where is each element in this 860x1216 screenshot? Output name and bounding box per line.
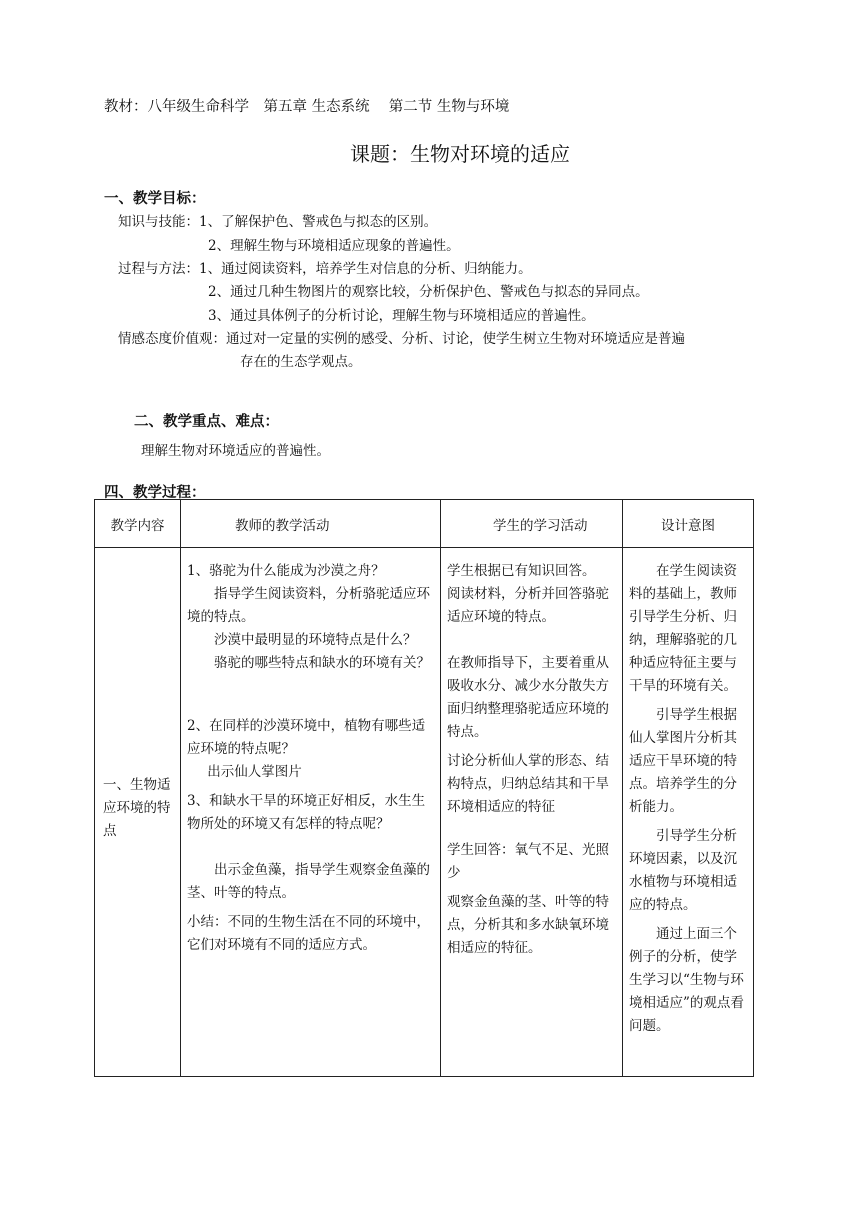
student-item: 阅读材料，分析并回答骆驼适应环境的特点。 xyxy=(447,586,609,625)
section-process-heading: 四、教学过程： xyxy=(104,484,206,501)
design-intent-cell xyxy=(623,548,754,1077)
objective-line: 过程与方法：1、通过阅读资料，培养学生对信息的分析、归纳能力。 xyxy=(118,261,532,277)
teacher-item: 小结：不同的生物生活在不同的环境中，它们对环境有不同的适应方式。 xyxy=(187,914,430,953)
teacher-item: 指导学生阅读资料，分析骆驼适应环境的特点。 xyxy=(187,586,430,625)
content-cell: 一、生物适应环境的特点 xyxy=(95,548,181,1077)
column-header: 教学内容 xyxy=(95,500,181,548)
student-item: 在教师指导下，主要着重从吸收水分、减少水分散失方面归纳整理骆驼适应环境的特点。 xyxy=(447,655,609,740)
objective-line: 存在的生态学观点。 xyxy=(240,354,362,370)
intent-item: 通过上面三个例子的分析，使学生学习以“生物与环境相适应”的观点看问题。 xyxy=(629,926,744,1034)
intent-item: 引导学生分析环境因素，以及沉水植物与环境相适应的特点。 xyxy=(629,828,737,913)
teacher-item: 2、在同样的沙漠环境中，植物有哪些适应环境的特点呢？ xyxy=(187,718,426,757)
table-header-row xyxy=(95,500,754,548)
teacher-item: 出示仙人掌图片 xyxy=(207,764,302,780)
student-item: 讨论分析仙人掌的形态、结构特点，归纳总结其和干旱环境相适应的特征 xyxy=(447,753,609,815)
column-header: 学生的学习活动 xyxy=(441,500,623,548)
column-header: 设计意图 xyxy=(623,500,754,548)
teacher-item: 3、和缺水干旱的环境正好相反，水生生物所处的环境又有怎样的特点呢？ xyxy=(187,793,426,832)
objective-line: 3、通过具体例子的分析讨论，理解生物与环境相适应的普遍性。 xyxy=(208,308,595,324)
intent-item: 在学生阅读资料的基础上，教师引导学生分析、归纳，理解骆驼的几种适应特征主要与干旱的环境有关。 xyxy=(629,563,737,694)
student-activity-cell xyxy=(441,548,623,1077)
teacher-item: 骆驼的哪些特点和缺水的环境有关？ xyxy=(214,655,430,671)
intent-item: 引导学生根据仙人掌图片分析其适应干旱环境的特点。培养学生的分析能力。 xyxy=(629,707,737,815)
section-objectives-heading: 一、教学目标： xyxy=(104,190,206,207)
keypoints-content: 理解生物对环境适应的普遍性。 xyxy=(141,443,330,459)
lesson-title: 课题：生物对环境的适应 xyxy=(350,142,570,166)
document-header: 教材：八年级生命科学 第五章 生态系统 第二节 生物与环境 xyxy=(104,99,510,115)
student-item: 学生回答：氧气不足、光照少 xyxy=(447,842,609,881)
table-row xyxy=(95,548,754,1077)
teacher-item: 出示金鱼藻，指导学生观察金鱼藻的茎、叶等的特点。 xyxy=(187,862,430,901)
teacher-activity-cell xyxy=(181,548,441,1077)
section-keypoints-heading: 二、教学重点、难点： xyxy=(134,413,279,430)
objective-line: 情感态度价值观：通过对一定量的实例的感受、分析、讨论，使学生树立生物对环境适应是普遍 xyxy=(118,331,685,347)
objective-line: 知识与技能：1、了解保护色、警戒色与拟态的区别。 xyxy=(118,214,438,230)
student-item: 观察金鱼藻的茎、叶等的特点，分析其和多水缺氧环境相适应的特征。 xyxy=(447,894,609,956)
objective-line: 2、理解生物与环境相适应现象的普遍性。 xyxy=(208,238,460,254)
teacher-item: 沙漠中最明显的环境特点是什么？ xyxy=(214,632,417,648)
objective-line: 2、通过几种生物图片的观察比较，分析保护色、警戒色与拟态的异同点。 xyxy=(208,284,649,300)
student-item: 学生根据已有知识回答。 xyxy=(447,563,596,579)
teaching-process-table xyxy=(94,499,754,1077)
column-header: 教师的教学活动 xyxy=(181,500,441,548)
teacher-item: 1、骆驼为什么能成为沙漠之舟？ xyxy=(187,563,385,579)
